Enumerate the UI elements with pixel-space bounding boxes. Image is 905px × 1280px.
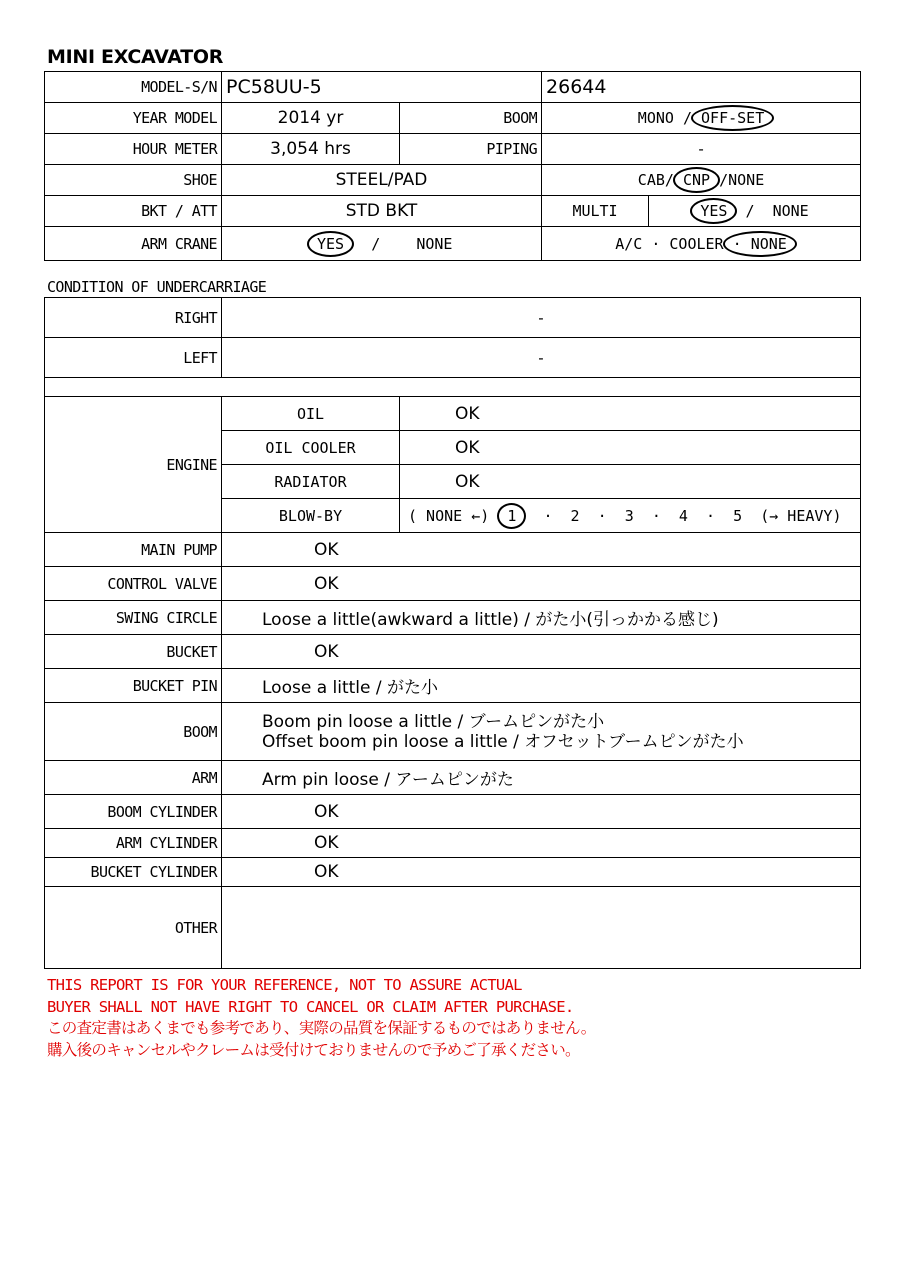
blowby-scale bbox=[400, 499, 861, 533]
condition-table bbox=[44, 297, 861, 969]
right-value: - bbox=[222, 298, 861, 338]
cab-separator: / bbox=[664, 171, 674, 189]
arm-cylinder-label: ARM CYLINDER bbox=[45, 829, 222, 858]
ac-separator: · bbox=[732, 234, 742, 253]
hour-value: 3,054 hrs bbox=[222, 134, 400, 165]
hour-label: HOUR METER bbox=[45, 134, 222, 165]
oil-label: OIL bbox=[222, 397, 400, 431]
shoe-label: SHOE bbox=[45, 165, 222, 196]
ac-option-none bbox=[733, 235, 787, 253]
page-title: MINI EXCAVATOR bbox=[47, 46, 224, 68]
multi-label: MULTI bbox=[542, 196, 649, 227]
control-valve-label: CONTROL VALVE bbox=[45, 567, 222, 601]
piping-label: PIPING bbox=[400, 134, 542, 165]
other-value bbox=[222, 887, 861, 969]
other-label: OTHER bbox=[45, 887, 222, 969]
bucket-cylinder-value: OK bbox=[222, 858, 861, 887]
disclaimer-line-1: THIS REPORT IS FOR YOUR REFERENCE, NOT TO ASSURE ACTUAL bbox=[47, 976, 522, 994]
boom-value bbox=[222, 703, 861, 761]
blowby-level-1: 1 bbox=[507, 506, 517, 525]
left-value: - bbox=[222, 338, 861, 378]
year-label: YEAR MODEL bbox=[45, 103, 222, 134]
radiator-value: OK bbox=[400, 465, 861, 499]
spacer-row bbox=[45, 378, 861, 397]
bucket-pin-label: BUCKET PIN bbox=[45, 669, 222, 703]
swing-circle-label: SWING CIRCLE bbox=[45, 601, 222, 635]
left-label: LEFT bbox=[45, 338, 222, 378]
spec-table bbox=[44, 71, 861, 261]
multi-option-yes: YES bbox=[700, 202, 728, 220]
bucket-label: BUCKET bbox=[45, 635, 222, 669]
bucket-pin-value: Loose a little / がた小 bbox=[222, 669, 861, 703]
disclaimer bbox=[47, 975, 596, 1061]
boom-type-options bbox=[542, 103, 861, 134]
ac-options bbox=[542, 227, 861, 261]
cab-option-cnp: CNP bbox=[682, 171, 711, 189]
boom-line-2: Offset boom pin loose a little / オフセットブームピンがた小 bbox=[262, 731, 744, 752]
radiator-label: RADIATOR bbox=[222, 465, 400, 499]
ac-label: A/C · COOLER bbox=[615, 234, 724, 253]
boom-option-offset: OFF-SET bbox=[701, 109, 765, 127]
oil-value: OK bbox=[400, 397, 861, 431]
boom-cylinder-value: OK bbox=[222, 795, 861, 829]
crane-options bbox=[222, 227, 542, 261]
crane-option-yes: YES bbox=[317, 234, 345, 253]
cab-options bbox=[542, 165, 861, 196]
bkt-value: STD BKT bbox=[222, 196, 542, 227]
multi-options bbox=[649, 196, 861, 227]
bkt-label: BKT / ATT bbox=[45, 196, 222, 227]
swing-circle-value: Loose a little(awkward a little) / がた小(引っかかる感じ) bbox=[222, 601, 861, 635]
engine-label: ENGINE bbox=[45, 397, 222, 533]
piping-value: - bbox=[542, 134, 861, 165]
boom-label: BOOM bbox=[45, 703, 222, 761]
disclaimer-line-4: 購入後のキャンセルやクレームは受付けておりませんので予めご了承ください。 bbox=[47, 1040, 580, 1059]
boom-separator: / bbox=[682, 109, 692, 127]
ac-none-text: NONE bbox=[750, 234, 787, 253]
multi-separator: / bbox=[745, 202, 755, 220]
cab-separator: / bbox=[719, 171, 729, 189]
crane-option-none: NONE bbox=[416, 234, 453, 253]
multi-option-none: NONE bbox=[772, 202, 809, 220]
year-value: 2014 yr bbox=[222, 103, 400, 134]
model-value: PC58UU-5 bbox=[222, 72, 542, 103]
disclaimer-line-3: この査定書はあくまでも参考であり、実際の品質を保証するものではありません。 bbox=[47, 1019, 596, 1037]
boom-type-label: BOOM bbox=[400, 103, 542, 134]
oil-cooler-value: OK bbox=[400, 431, 861, 465]
model-label: MODEL-S/N bbox=[45, 72, 222, 103]
blowby-rest: · 2 · 3 · 4 · 5 (→ HEAVY) bbox=[543, 506, 842, 525]
boom-line-1: Boom pin loose a little / ブームピンがた小 bbox=[262, 711, 605, 732]
undercarriage-heading: CONDITION OF UNDERCARRIAGE bbox=[47, 278, 267, 296]
blowby-label: BLOW-BY bbox=[222, 499, 400, 533]
cab-option-none: NONE bbox=[728, 171, 765, 189]
crane-label: ARM CRANE bbox=[45, 227, 222, 261]
bucket-value: OK bbox=[222, 635, 861, 669]
disclaimer-line-2: BUYER SHALL NOT HAVE RIGHT TO CANCEL OR CLAIM AFTER PURCHASE. bbox=[47, 997, 574, 1016]
serial-value: 26644 bbox=[542, 72, 861, 103]
main-pump-value: OK bbox=[222, 533, 861, 567]
control-valve-value: OK bbox=[222, 567, 861, 601]
blowby-start: ( NONE ←) bbox=[408, 506, 490, 525]
main-pump-label: MAIN PUMP bbox=[45, 533, 222, 567]
arm-value: Arm pin loose / アームピンがた bbox=[222, 761, 861, 795]
arm-cylinder-value: OK bbox=[222, 829, 861, 858]
boom-option-mono: MONO bbox=[637, 109, 674, 127]
oil-cooler-label: OIL COOLER bbox=[222, 431, 400, 465]
arm-label: ARM bbox=[45, 761, 222, 795]
crane-separator: / bbox=[371, 234, 381, 253]
bucket-cylinder-label: BUCKET CYLINDER bbox=[45, 858, 222, 887]
cab-option-cab: CAB bbox=[637, 171, 665, 189]
right-label: RIGHT bbox=[45, 298, 222, 338]
shoe-value: STEEL/PAD bbox=[222, 165, 542, 196]
boom-cylinder-label: BOOM CYLINDER bbox=[45, 795, 222, 829]
